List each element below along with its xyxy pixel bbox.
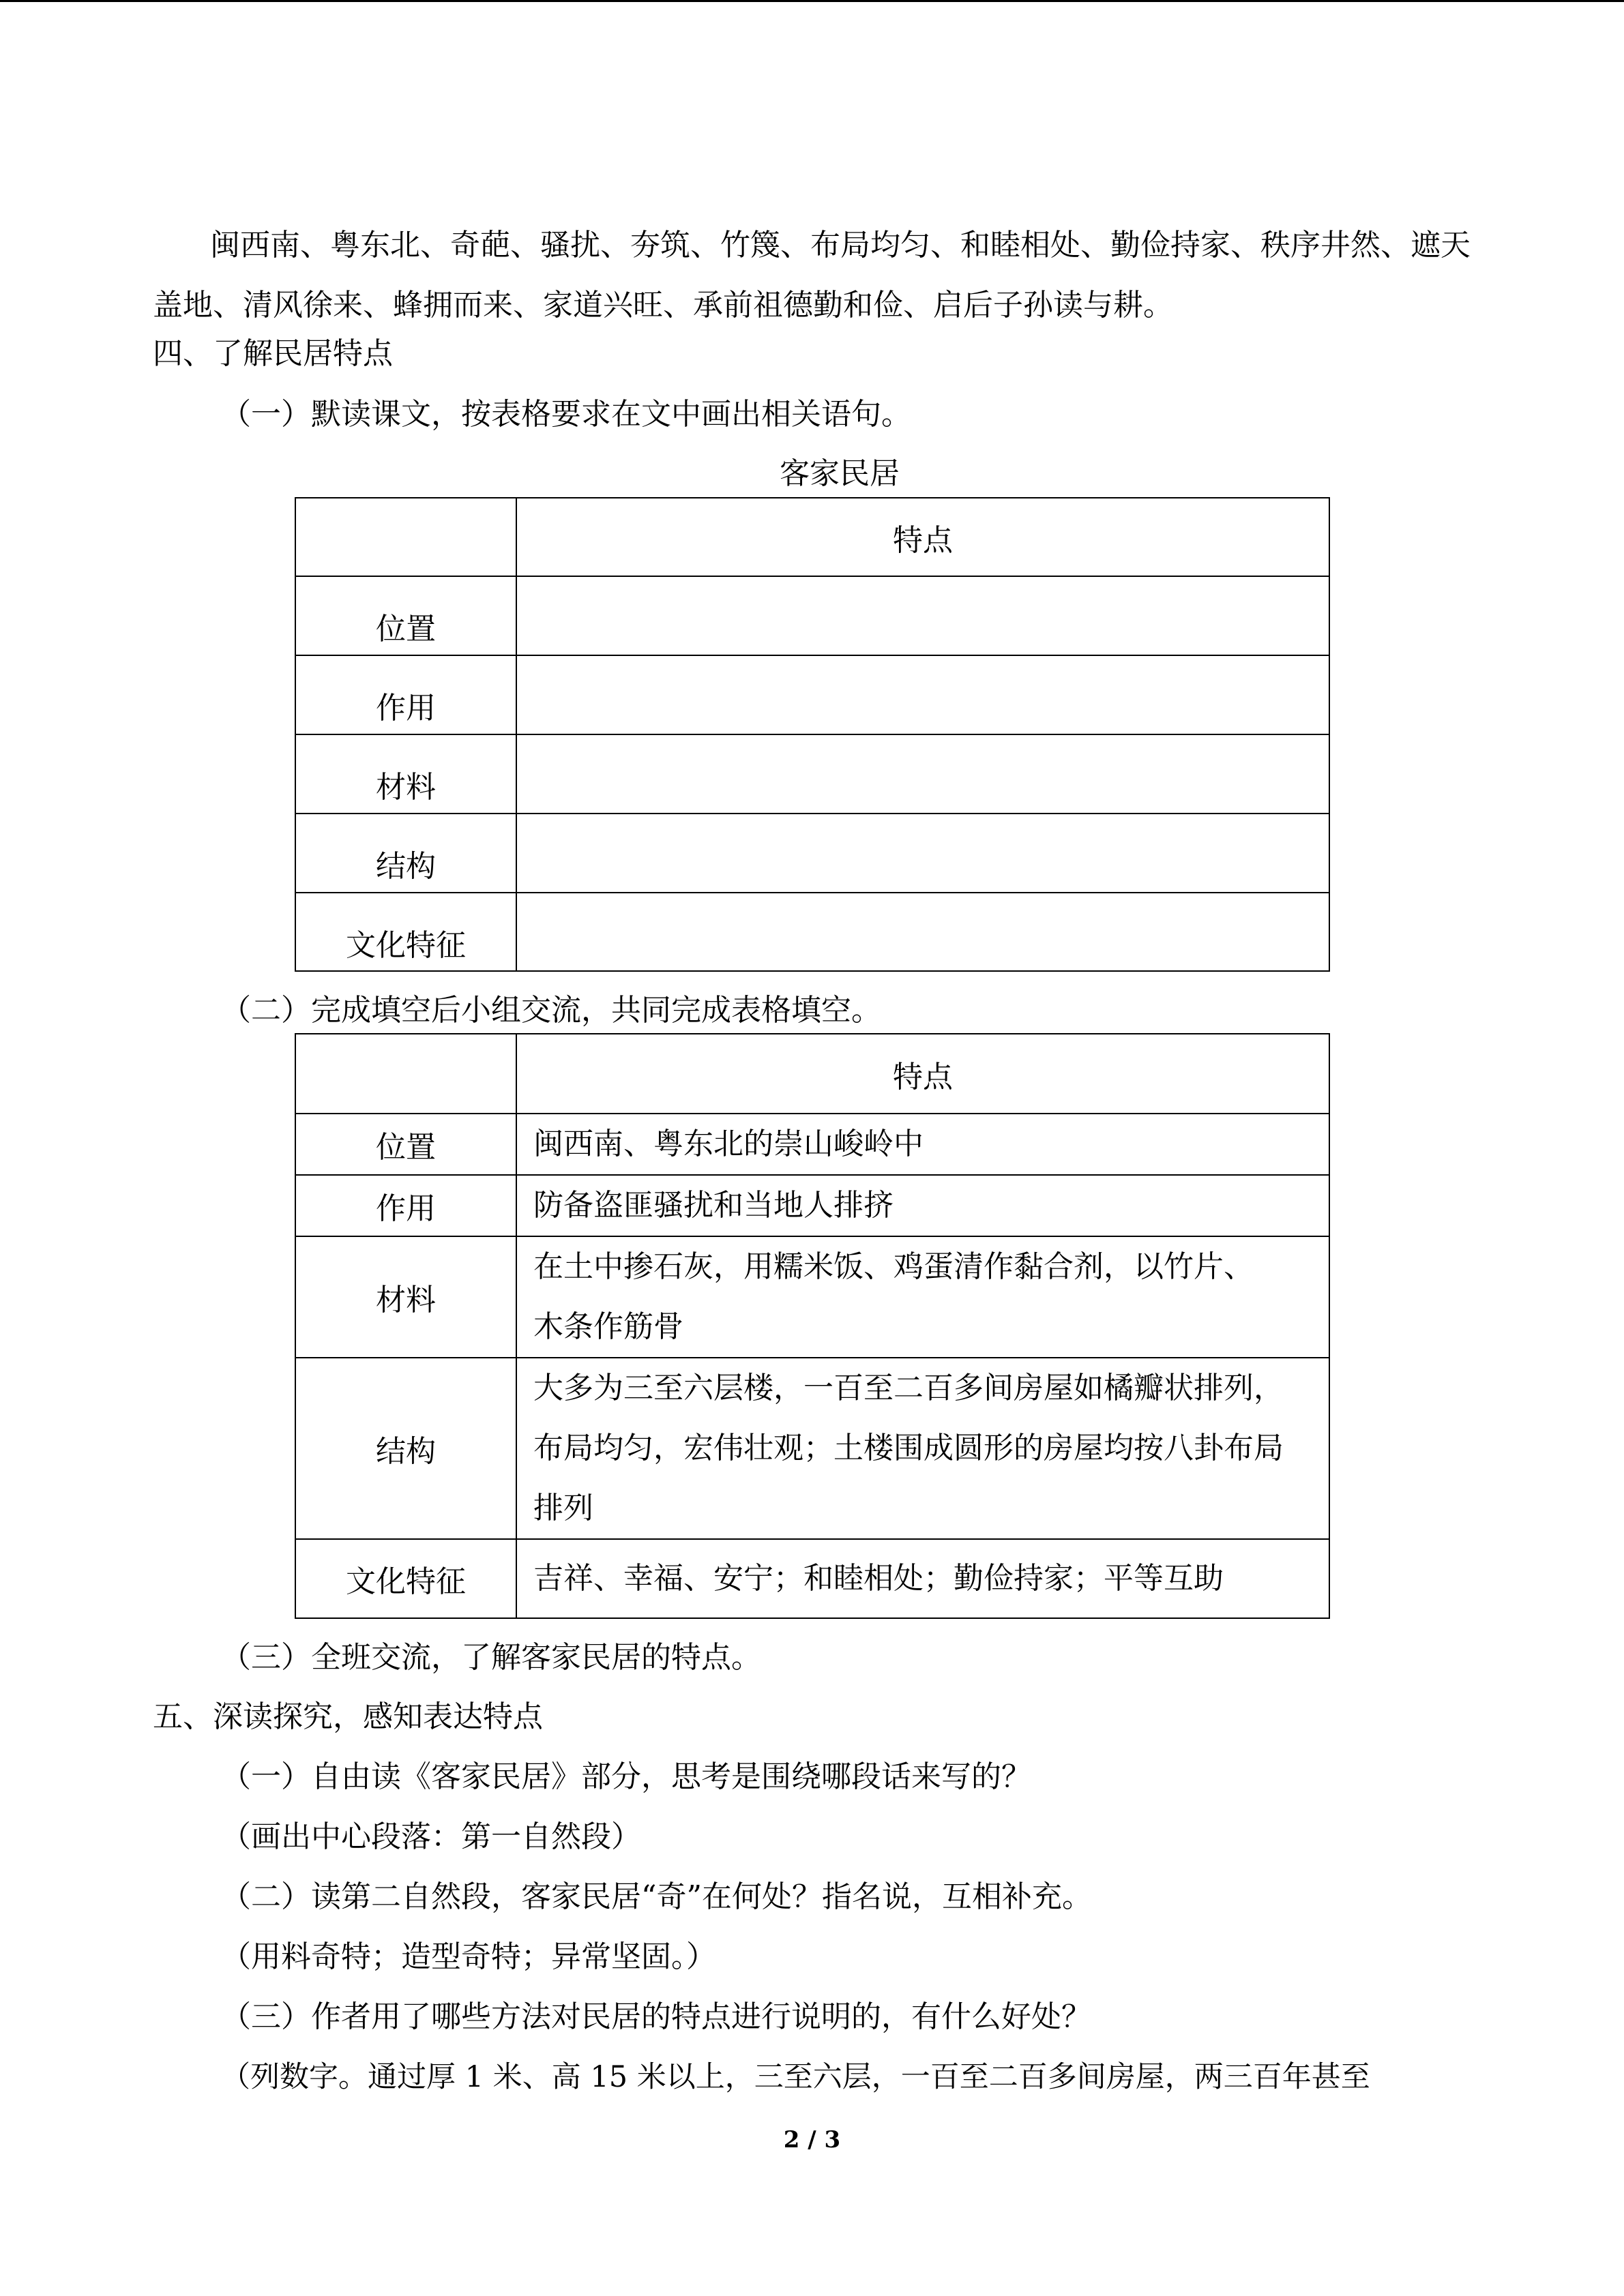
step2-text: （二）完成填空后小组交流，共同完成表格填空。 — [221, 993, 881, 1028]
table1-header-row — [295, 498, 1329, 576]
table1-blank-cell — [516, 814, 1329, 893]
table-row — [295, 1175, 1329, 1236]
table1 — [295, 497, 1330, 970]
s5-question-3: （三）作者用了哪些方法对民居的特点进行说明的，有什么好处？ — [221, 1999, 1091, 2034]
table1-blank-cell — [516, 655, 1329, 734]
table2-row-value: 防备盗匪骚扰和当地人排挤 — [516, 1175, 1329, 1236]
table-row — [295, 1114, 1329, 1175]
table2-row-value: 在土中掺石灰，用糯米饭、鸡蛋清作黏合剂，以竹片、木条作筋骨 — [516, 1236, 1329, 1358]
table-row — [295, 1539, 1329, 1618]
table1-blank-cell — [516, 576, 1329, 655]
table2-row-value: 闽西南、粤东北的崇山峻岭中 — [516, 1114, 1329, 1175]
table2-header-feature: 特点 — [516, 1034, 1329, 1114]
step3-text: （三）全班交流，了解客家民居的特点。 — [221, 1640, 761, 1675]
table1-blank-cell — [516, 893, 1329, 971]
page-number: 2 / 3 — [783, 2126, 841, 2153]
table2-row-value: 大多为三至六层楼，一百至二百多间房屋如橘瓣状排列，布局均匀，宏伟壮观；土楼围成圆形的房屋均按八卦布局排列 — [516, 1358, 1329, 1539]
vocab-paragraph: 闽西南、粤东北、奇葩、骚扰、夯筑、竹篾、布局均匀、和睦相处、勤俭持家、秩序井然、遮天盖地、清风徐来、蜂拥而来、家道兴旺、承前祖德勤和俭、启后子孙读与耕。 — [153, 228, 1471, 323]
table1-row-label: 材料 — [295, 734, 516, 814]
section5-heading: 五、深读探究，感知表达特点 — [153, 1699, 543, 1734]
s5-answer-3: （列数字。通过厚 1 米、高 15 米以上，三至六层，一百至二百多间房屋，两三百年甚至 — [221, 2060, 1370, 2094]
table-row — [295, 1358, 1329, 1539]
table-row — [295, 576, 1329, 655]
table2-row-value: 吉祥、幸福、安宁；和睦相处；勤俭持家；平等互助 — [516, 1539, 1329, 1618]
table-row — [295, 734, 1329, 814]
table1-header-feature: 特点 — [516, 498, 1329, 576]
s5-question-1: （一）自由读《客家民居》部分，思考是围绕哪段话来写的？ — [221, 1759, 1031, 1794]
table2-header-row — [295, 1034, 1329, 1114]
s5-answer-1: （画出中心段落：第一自然段） — [221, 1819, 641, 1854]
table2-row-label: 文化特征 — [295, 1539, 516, 1618]
table-row — [295, 1236, 1329, 1358]
table1-row-label: 结构 — [295, 814, 516, 893]
table2 — [295, 1033, 1330, 1616]
table1-blank-cell — [516, 734, 1329, 814]
table1-row-label: 位置 — [295, 576, 516, 655]
table1-row-label: 作用 — [295, 655, 516, 734]
s5-question-2: （二）读第二自然段，客家民居“奇”在何处？指名说，互相补充。 — [221, 1879, 1092, 1914]
table1-caption: 客家民居 — [780, 456, 900, 491]
table2-row-label: 位置 — [295, 1114, 516, 1175]
s5-answer-2: （用料奇特；造型奇特；异常坚固。） — [221, 1939, 716, 1974]
table-row — [295, 814, 1329, 893]
step1-text: （一）默读课文，按表格要求在文中画出相关语句。 — [221, 397, 911, 432]
table-row — [295, 893, 1329, 971]
table1-row-label: 文化特征 — [295, 893, 516, 971]
section4-heading: 四、了解民居特点 — [153, 336, 393, 371]
table2-row-label: 材料 — [295, 1236, 516, 1358]
table2-row-label: 结构 — [295, 1358, 516, 1539]
table1-empty-corner — [295, 498, 516, 576]
table2-row-label: 作用 — [295, 1175, 516, 1236]
table2-empty-corner — [295, 1034, 516, 1114]
table-row — [295, 655, 1329, 734]
